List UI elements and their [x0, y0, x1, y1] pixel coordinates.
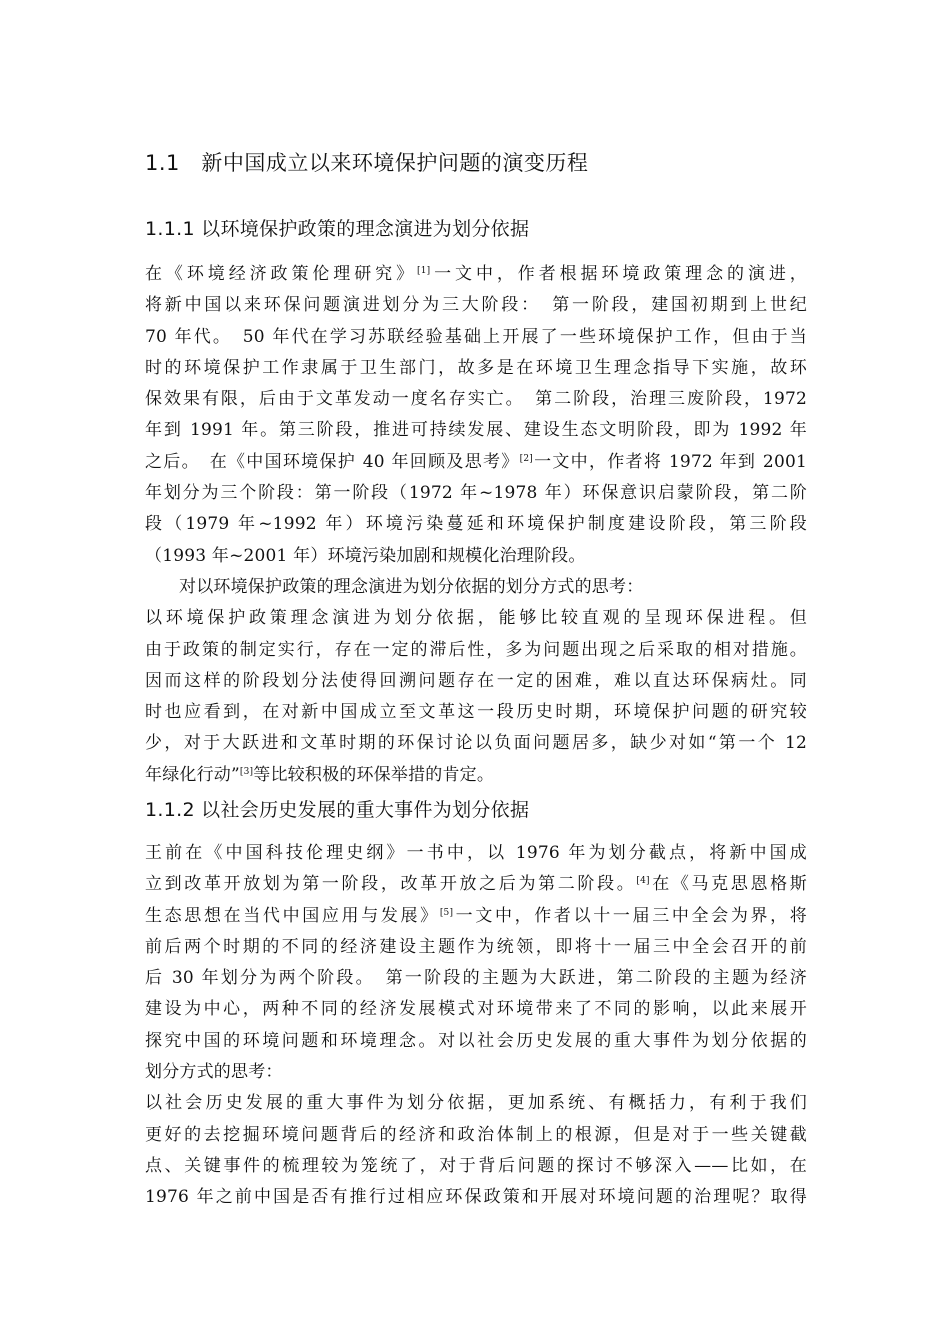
citation-ref: [2] [519, 453, 533, 464]
text-line: 因而这样的阶段划分法使得回溯问题存在一定的困难，难以直达环保病灶。同 [145, 670, 807, 691]
text-line: 年绿化行动”[3]等比较积极的环保举措的肯定。 [145, 764, 495, 785]
text-line: 建设为中心，两种不同的经济发展模式对环境带来了不同的影响，以此来展开 [145, 999, 807, 1020]
text-line: 少，对于大跃进和文革时期的环保讨论以负面问题居多，缺少对如“第一个 12 [145, 733, 807, 754]
text-line: 段（1979 年~1992 年）环境污染蔓延和环境保护制度建设阶段，第三阶段 [145, 514, 807, 535]
text-line: 1976 年之前中国是否有推行过相应环保政策和开展对环境问题的治理呢？取得 [145, 1187, 807, 1208]
citation-ref: [4] [636, 876, 650, 887]
subsection-heading-1-1-2: 1.1.2 以社会历史发展的重大事件为划分依据 [145, 799, 530, 821]
section-heading: 1.1 新中国成立以来环境保护问题的演变历程 [145, 151, 589, 175]
citation-ref: [3] [239, 766, 254, 777]
text-line: 时的环境保护工作隶属于卫生部门，故多是在环境卫生理念指导下实施，故环 [145, 357, 807, 378]
citation-ref: [5] [439, 907, 454, 918]
subsection-body-1-1-2 [145, 838, 807, 1214]
subsection-body-1-1-1 [145, 259, 807, 791]
paragraph [145, 603, 807, 791]
paragraph [145, 259, 807, 572]
text-line: 王前在《中国科技伦理史纲》一书中，以 1976 年为划分截点，将新中国成 [145, 843, 807, 863]
text-line: （1993 年~2001 年）环境污染加剧和规模化治理阶段。 [145, 545, 586, 566]
text-line: 在《环境经济政策伦理研究》[1]一文中，作者根据环境政策理念的演进， [145, 264, 807, 284]
text-line: 更好的去挖掘环境问题背后的经济和政治体制上的根源，但是对于一些关键截 [145, 1124, 807, 1145]
paragraph: 对以环境保护政策的理念演进为划分依据的划分方式的思考： [179, 576, 644, 597]
text-line: 划分方式的思考： [145, 1062, 283, 1083]
text-line: 时也应看到，在对新中国成立至文革这一段历史时期，环境保护问题的研究较 [145, 702, 807, 723]
text-line: 生态思想在当代中国应用与发展》[5]一文中，作者以十一届三中全会为界，将 [145, 905, 807, 926]
paragraph [145, 1088, 807, 1213]
text-line: 将新中国以来环保问题演进划分为三大阶段： 第一阶段，建国初期到上世纪 [145, 295, 807, 316]
text-line: 年划分为三个阶段：第一阶段（1972 年~1978 年）环保意识启蒙阶段，第二阶 [145, 483, 807, 504]
text-line: 立到改革开放划为第一阶段，改革开放之后为第二阶段。[4]在《马克思恩格斯 [145, 874, 807, 895]
citation-ref: [1] [417, 266, 431, 276]
text-line: 探究中国的环境问题和环境理念。对以社会历史发展的重大事件为划分依据的 [145, 1030, 807, 1051]
paragraph [145, 838, 807, 1088]
text-line: 之后。 在《中国环境保护 40 年回顾及思考》[2]一文中，作者将 1972 年到 2001 [145, 451, 807, 472]
text-line: 点、关键事件的梳理较为笼统了，对于背后问题的探讨不够深入——比如，在 [145, 1155, 807, 1176]
subsection-heading-1-1-1: 1.1.1 以环境保护政策的理念演进为划分依据 [145, 218, 530, 240]
text-line: 后 30 年划分为两个阶段。 第一阶段的主题为大跃进，第二阶段的主题为经济 [145, 968, 807, 989]
text-line: 保效果有限，后由于文革发动一度名存实亡。 第二阶段，治理三废阶段，1972 [145, 389, 807, 410]
text-line: 70 年代。 50 年代在学习苏联经验基础上开展了一些环境保护工作，但由于当 [145, 326, 807, 347]
text-line: 由于政策的制定实行，存在一定的滞后性，多为问题出现之后采取的相对措施。 [145, 639, 807, 660]
text-line: 以环境保护政策理念演进为划分依据，能够比较直观的呈现环保进程。但 [145, 608, 807, 629]
text-line: 年到 1991 年。第三阶段，推进可持续发展、建设生态文明阶段，即为 1992 年 [145, 420, 807, 441]
text-line: 前后两个时期的不同的经济建设主题作为统领，即将十一届三中全会召开的前 [145, 936, 807, 957]
text-line: 以社会历史发展的重大事件为划分依据，更加系统、有概括力，有利于我们 [145, 1093, 807, 1114]
